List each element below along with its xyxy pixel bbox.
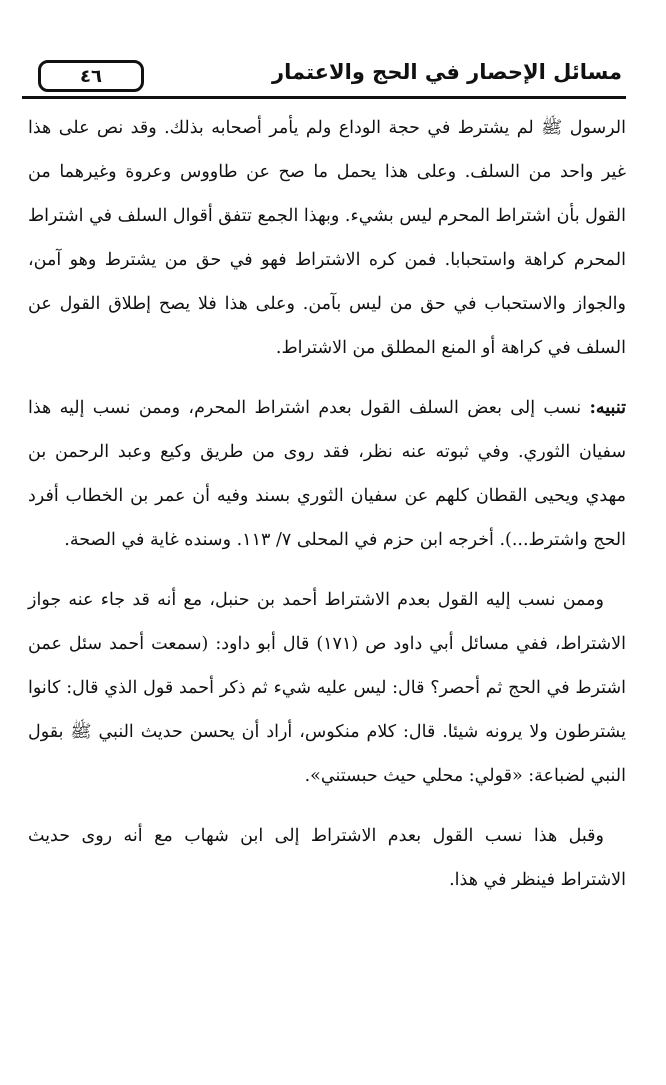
note-paragraph bbox=[28, 386, 626, 562]
header-rule bbox=[22, 96, 626, 99]
note-label: تنبيه: bbox=[589, 398, 626, 418]
paragraph bbox=[28, 106, 626, 370]
paragraph-text: نسب إلى بعض السلف القول بعدم اشتراط المحرم، وممن نسب إليه هذا سفيان الثوري. وفي ثبوته عنه نظر، فقد روى من طريق وكيع وعبد الرحمن بن مهدي ويحيى القطان كلهم عن سفيان الثوري بسند وفيه أن عمر بن الخطاب أفرد الحج واشترط...). أخرجه ابن حزم في المحلى ٧/ ١١٣. وسنده غاية في الصحة. bbox=[28, 398, 626, 550]
paragraph-text: وقبل هذا نسب القول بعدم الاشتراط إلى ابن شهاب مع أنه روى حديث الاشتراط فينظر في هذا. bbox=[28, 826, 626, 890]
running-title: مسائل الإحصار في الحج والاعتمار bbox=[272, 60, 622, 84]
paragraph-text: وممن نسب إليه القول بعدم الاشتراط أحمد بن حنبل، مع أنه قد جاء عنه جواز الاشتراط، ففي مسائل أبي داود ص (١٧١) قال أبو داود: (سمعت أحمد سئل عمن اشترط في الحج ثم أحصر؟ قال: ليس عليه شيء ثم ذكر أحمد قول الذي قال: كانوا يشترطون ولا يرونه شيئا. قال: كلام منكوس، أراد أن يحسن حديث النبي ﷺ بقول النبي لضباعة: «قولي: محلي حيث حبستني». bbox=[28, 590, 626, 786]
paragraph bbox=[28, 578, 626, 798]
paragraph-text: الرسول ﷺ لم يشترط في حجة الوداع ولم يأمر أصحابه بذلك. وقد نص على هذا غير واحد من السلف. وعلى هذا يحمل ما صح عن طاووس وعروة وغيرهما من القول بأن اشتراط المحرم ليس بشيء. وبهذا الجمع تتفق أقوال السلف في اشتراط المحرم كراهة واستحبابا. فمن كره الاشتراط فهو في حق من يشترط وهو آمن، والجواز والاستحباب في حق من ليس بآمن. وعلى هذا فلا يصح إطلاق القول عن السلف في كراهة أو المنع المطلق من الاشتراط. bbox=[28, 118, 626, 358]
page-number: ٤٦ bbox=[38, 60, 144, 92]
body-text bbox=[28, 106, 626, 902]
page-header bbox=[22, 54, 626, 98]
paragraph bbox=[28, 814, 626, 902]
